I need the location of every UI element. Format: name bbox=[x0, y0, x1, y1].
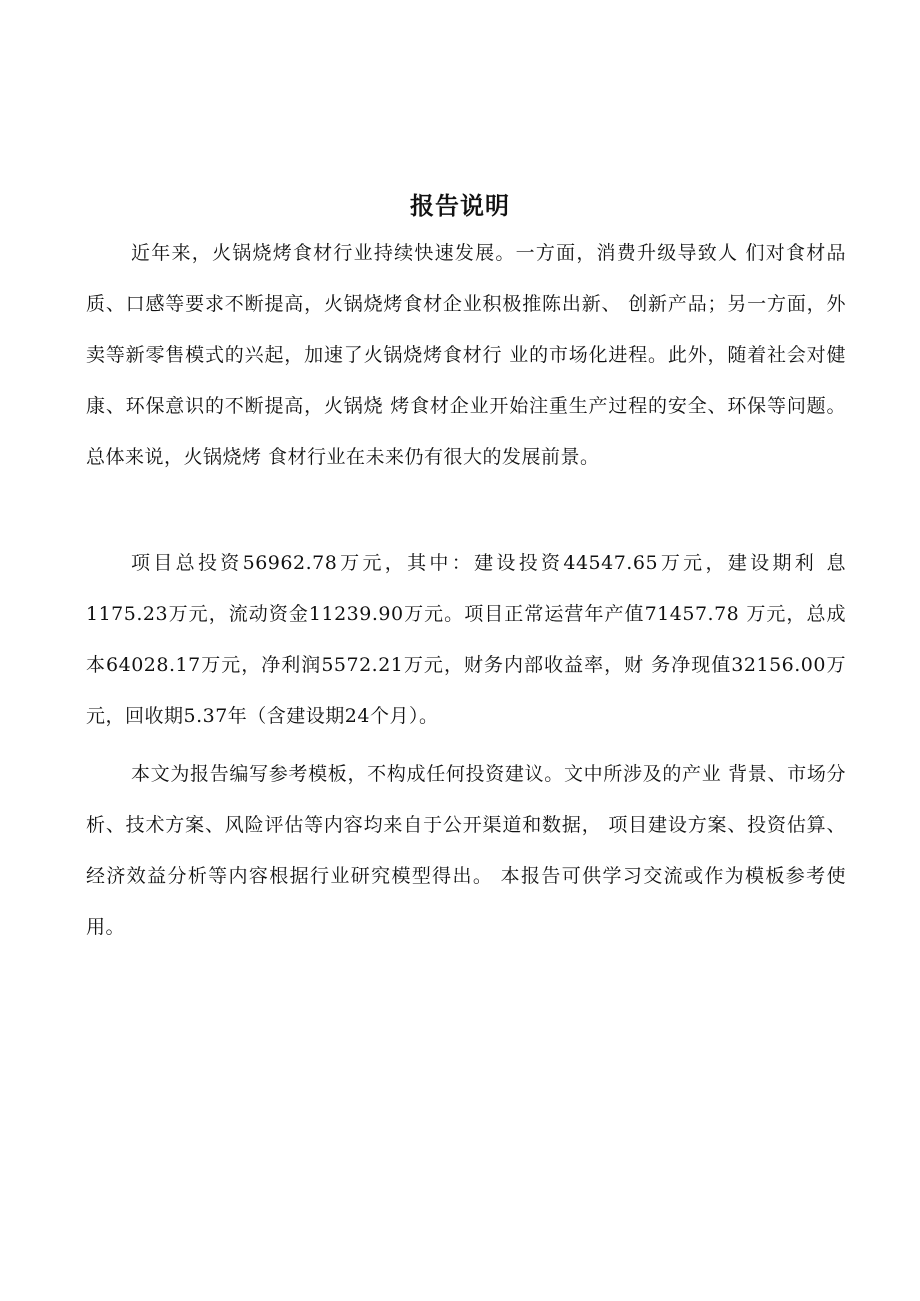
page-title: 报告说明 bbox=[410, 192, 510, 221]
paragraph-industry-overview: 近年来，火锅烧烤食材行业持续快速发展。一方面，消费升级导致人 们对食材品质、口感等要求不断提高，火锅烧烤食材企业积极推陈出新、 创新产品；另一方面，外卖等新零售模式的兴起，加速了火锅烧烤食材行 业的市场化进程。此外，随着社会对健康、环保意识的不断提高，火锅烧 烤食材企业开始注重生产过程的安全、环保等问题。总体来说，火锅烧烤 食材行业在未来仍有很大的发展前景。 bbox=[86, 242, 846, 468]
paragraph-disclaimer: 本文为报告编写参考模板，不构成任何投资建议。文中所涉及的产业 背景、市场分析、技术方案、风险评估等内容均来自于公开渠道和数据， 项目建设方案、投资估算、经济效益分析等内容根据行业研究模型得出。 本报告可供学习交流或作为模板参考使用。 bbox=[86, 763, 846, 938]
paragraph-investment-summary: 项目总投资56962.78万元，其中：建设投资44547.65万元，建设期利 息1175.23万元，流动资金11239.90万元。项目正常运营年产值71457.78 万元，总成本64028.17万元，净利润5572.21万元，财务内部收益率，财 务净现值32156.00万元，回收期5.37年（含建设期24个月）。 bbox=[86, 552, 846, 727]
